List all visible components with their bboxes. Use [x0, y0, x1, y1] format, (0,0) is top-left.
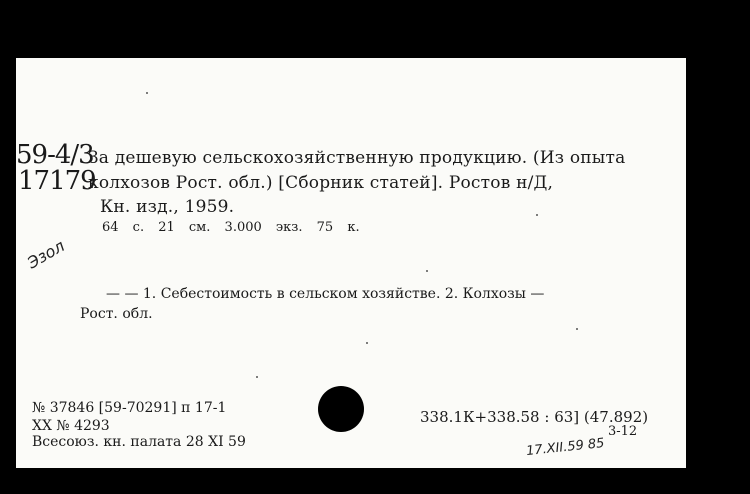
handwritten-note: Эзол: [24, 236, 68, 273]
subjects-line-1: — — 1. Себестоимость в сельском хозяйстве. 2. Колхозы —: [106, 286, 545, 302]
footer-line-3: Всесоюз. кн. палата 28 XI 59: [32, 434, 246, 450]
speck: [146, 92, 148, 94]
subjects-line-2: Рост. обл.: [80, 306, 153, 322]
footer-line-2: XX № 4293: [32, 418, 110, 434]
speck: [366, 342, 368, 344]
title-line-1: За дешевую сельскохозяйственную продукцию. (Из опыта: [88, 148, 626, 168]
speck: [576, 328, 578, 330]
title-line-2: колхозов Рост. обл.) [Сборник статей]. Ростов н/Д,: [88, 173, 554, 193]
catalog-card: [16, 58, 686, 468]
speck: [256, 376, 258, 378]
handwritten-date: 17.XII.59 85: [525, 435, 606, 460]
speck: [536, 214, 538, 216]
footer-line-1: № 37846 [59-70291] п 17-1: [32, 400, 227, 416]
collation: 64 с. 21 см. 3.000 экз. 75 к.: [102, 220, 360, 235]
classification-index: 338.1К+338.58 : 63] (47.892): [420, 408, 649, 426]
call-number-bottom: 17179: [18, 166, 96, 196]
title-line-3: Кн. изд., 1959.: [100, 197, 235, 217]
punch-hole: [318, 386, 364, 432]
speck: [426, 270, 428, 272]
author-code: 3-12: [608, 424, 638, 439]
call-number-top: 59-4/3: [16, 140, 94, 170]
